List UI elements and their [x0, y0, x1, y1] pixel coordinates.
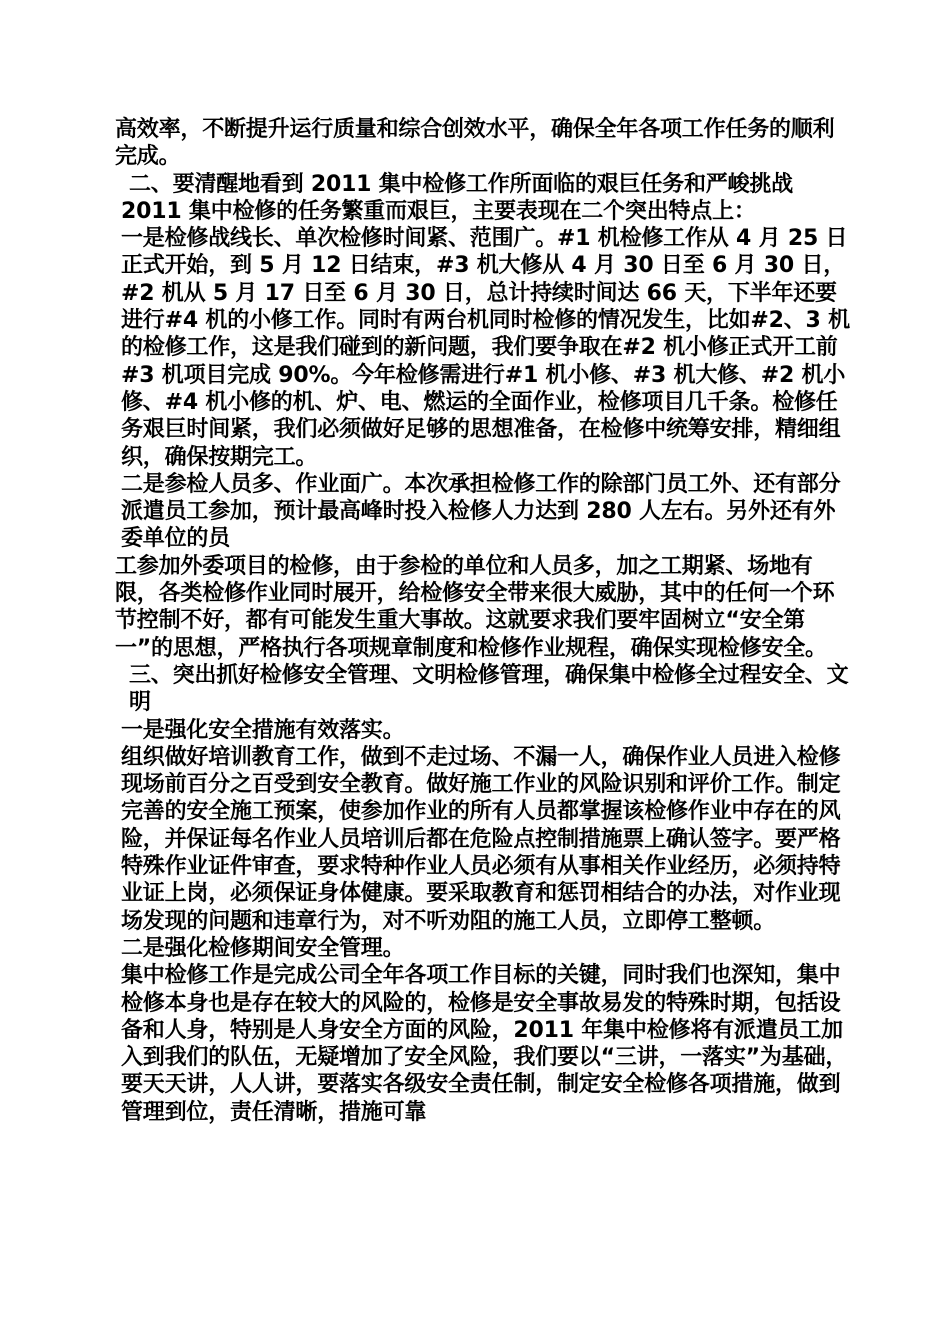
- paragraph-intro: 2011 集中检修的任务繁重而艰巨，主要表现在二个突出特点上：: [121, 198, 756, 224]
- paragraph-point-2-continued: 工参加外委项目的检修，由于参检的单位和人员多，加之工期紧、场地有限，各类检修作业同时展开，给检修安全带来很大威胁，其中的任何一个环节控制不好，都有可能发生重大事故。这就要求我们要牢固树立“安全第一”的思想，严格执行各项规章制度和检修作业规程，确保实现检修安全。: [115, 553, 835, 661]
- subheading-1: 一是强化安全措施有效落实。: [121, 717, 405, 743]
- section-heading-2: 二、要清醒地看到 2011 集中检修工作所面临的艰巨任务和严峻挑战: [129, 171, 793, 197]
- paragraph-training: 组织做好培训教育工作，做到不走过场、不漏一人，确保作业人员进入检修现场前百分之百受到安全教育。做好施工作业的风险识别和评价工作。制定完善的安全施工预案，使参加作业的所有人员都掌握该检修作业中存在的风险，并保证每名作业人员培训后都在危险点控制措施票上确认签字。要严格特殊作业证件审查，要求特种作业人员必须有从事相关作业经历，必须持特业证上岗，必须保证身体健康。要采取教育和惩罚相结合的办法，对作业现场发现的问题和违章行为，对不听劝阻的施工人员，立即停工整顿。: [121, 744, 841, 934]
- paragraph-continuation: 高效率，不断提升运行质量和综合创效水平，确保全年各项工作任务的顺利完成。: [115, 117, 835, 170]
- section-heading-3: 三、突出抓好检修安全管理、文明检修管理，确保集中检修全过程安全、文明: [129, 662, 849, 716]
- paragraph-safety: 集中检修工作是完成公司全年各项工作目标的关键，同时我们也深知，集中检修本身也是存在较大的风险的，检修是安全事故易发的特殊时期，包括设备和人身，特别是人身安全方面的风险，2011 年集中检修将有派遣员工加入到我们的队伍，无疑增加了安全风险，我们要以“三讲，一落实”为基础，要天天讲，人人讲，要落实各级安全责任制，制定安全检修各项措施，做到管理到位，责任清晰，措施可靠: [121, 963, 848, 1125]
- paragraph-point-2: 二是参检人员多、作业面广。本次承担检修工作的除部门员工外、还有部分派遣员工参加，预计最高峰时投入检修人力达到 280 人左右。另外还有外委单位的员: [121, 471, 841, 552]
- document-body: [115, 116, 850, 1126]
- paragraph-point-1: 一是检修战线长、单次检修时间紧、范围广。#1 机检修工作从 4 月 25 日正式开始，到 5 月 12 日结束，#3 机大修从 4 月 30 日至 6 月 30 日，#2 机从 5 月 17 日至 6 月 30 日，总计持续时间达 66 天，下半年还要进行#4 机的小修工作。同时有两台机同时检修的情况发生，比如#2、3 机的检修工作，这是我们碰到的新问题，我们要争取在#2 机小修正式开工前#3 机项目完成 90%。今年检修需进行#1 机小修、#3 机大修、#2 机小修、#4 机小修的机、炉、电、燃运的全面作业，检修项目几千条。检修任务艰巨时间紧，我们必须做好足够的思想准备，在检修中统筹安排，精细组织，确保按期完工。: [121, 226, 850, 470]
- subheading-2: 二是强化检修期间安全管理。: [121, 935, 405, 961]
